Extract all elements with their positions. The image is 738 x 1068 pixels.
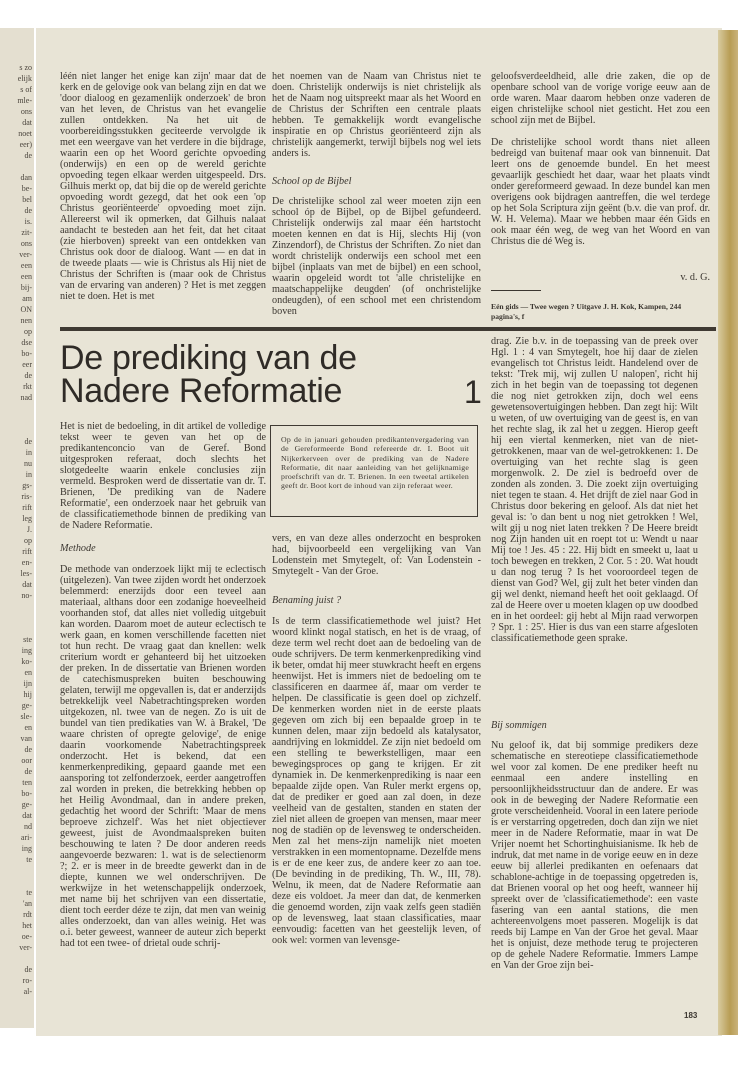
text-fragment: dat [22,811,32,820]
text-fragment: eer) [19,140,32,149]
text-fragment: hij [23,690,32,699]
text-fragment: de [24,965,32,974]
article-column-1-intro: Het is niet de bedoeling, in dit artikel de volledige tekst weer te geven van het op de predikantenconcio van de Geref. Bond uitgesproken referaat, doch slechts het slotgedeelte waarin enkele conclusies zijn vermeld. Besproken werd de dissertatie van dr. T. Brienen, 'De prediking van de Nadere Reformatie', een onderzoek naar het gebruik van de classificatiemethode binnen de prediking van de Nadere Reformatie. [60,421,266,531]
text-fragment: ge- [21,800,32,809]
text-fragment: ko- [21,657,32,666]
text-fragment: en [24,668,32,677]
text-fragment: het [22,921,32,930]
text-fragment: nad [20,393,32,402]
text-fragment: ons [20,107,32,116]
text-fragment: dan [20,173,32,182]
article-column-2-paragraph: Is de term classificatiemethode wel juist? Het woord klinkt nogal statisch, en het is de vraag, of deze term wel recht doet aan de bedoeling van de oude schrijvers. De term kenmerkenprediking vind ik beter, omdat hij meer stuwkracht heeft en ergens heenwijst. Het is immers niet de bedoeling om te classificeren en daarmee áf, maar om verder te helpen. De classificatie is geen doel op zichzelf. De kenmerken worden niet in de eerste plaats gegeven om zich bij een bepaalde groep in te kunnen delen, maar zijn bedoeld als katalysator, aandrijving en lokmiddel. Ze zijn niet bedoeld om een stelling te bewerkstelligen, maar een bewegingsproces op gang te krijgen. Er zit dynamiek in. De kenmerkenprediking is naar een bepaalde zijde open. Van Ruler merkt ergens op, dat de prediker er goed aan zal doen, in deze veelheid van de gestalten, standen en staten der ziel niet alleen de groepen van mensen, maar meer nog de stadiën op de levensweg te onderscheiden. Men zal het mens-zijn namelijk niet moeten verstrakken in een momentopname. Dezelfde mens is er de ene keer zus, de andere keer zo aan toe. (De bevinding in de prediking, Th. W., III, 78). Welnu, ik meen, dat de Nadere Reformatie aan deze eis voldoet. Ja meer dan dat, de kenmerken die genoemd worden, zijn vaak zelfs geen stadiën op de levensweg, laat staan classificaties, maar eenvoudig: facetten van het geestelijk leven, of ook wel: vormen van levensge- [272,616,481,946]
subheading: Benaming juist ? [272,595,342,606]
text-fragment: de [24,151,32,160]
text-fragment: op [24,327,32,336]
text-fragment: dat [22,580,32,589]
text-fragment: ro- [22,976,32,985]
text-fragment: eer [22,360,32,369]
text-fragment [2,161,32,172]
author-signature: v. d. G. [680,272,710,283]
subheading: School op de Bijbel [272,176,352,187]
text-fragment: ijn [23,679,32,688]
text-fragment: ge- [21,701,32,710]
text-fragment: ste [23,635,32,644]
text-fragment: ver- [19,250,32,259]
text-fragment: zit- [21,228,32,237]
text-fragment: en- [21,558,32,567]
article-column-1-paragraph: De methode van onderzoek lijkt mij te eclectisch (uitgelezen). Van twee zijden wordt het onderzoek belemmerd: enerzijds door een teveel aan materiaal, althans door een zodanige hoeveelheid voorhanden stof, dat alles niet volledig uitgebuit kan worden. Daarom moet de auteur eclectisch te werk gaan, en komen verschillende facetten niet tot hun recht. De vraag gaat dan knellen: welk criterium wordt er gehanteerd bij het uitzoeken der preken. In de dissertatie van Brienen worden de catechismuspreken buiten beschouwing gelaten, terwijl me opgevallen is, dat er anderzijds betrekkelijk veel Nabetrachtingspreken worden uitgekozen, nl. twee van de negen. Zo is uit de bundel van tien predikaties van W. à Brakel, 'De waare christen of opregte gelovige', de enige daarin voorkomende Nabetrachtingspreek onderzocht. Het is bekend, dat een kenmerkenprediking, gepaard gaande met een aansporing tot zelfonderzoek, eerder aangetroffen zal worden in preken, die betrekking hebben op het Heilig Avondmaal, dan in andere preken, gedachtig het woord der Schrift: 'Maar de mens beproeve zichzelf'. Was het niet objectiever geweest, juist de Avondmaalspreken buiten beschouwing te laten ? De door anderen reeds aangevoerde bezwaren: 1. wat is de selectienorm ?; 2. er is meer in de breedte gewerkt dan in de diepte, kunnen we wel onderschrijven. De werkwijze in het wetenschappelijk onderzoek, met name bij het schrijven van een dissertatie, dient toch eerder déze te zijn, dat men van weinig alles onderzoekt, dan van alles weinig. Het was o.i. beter geweest, wanneer de auteur zich beperkt had tot een twee- of drietal oude schrij- [60,564,266,949]
text-fragment: oe- [21,932,32,941]
text-fragment [2,953,32,964]
previous-article-column-3-paragraph: De christelijke school wordt thans niet alleen bedreigd van buitenaf maar ook van binnenuit. Dat leert ons de genoemde bundel. En het meest gevaarlijk geschiedt het daar, waar het plaats vindt onder gereformeerd gewaad. In deze bundel kan men overigens ook bijdragen aantreffen, die wel terdege op het Sola Scriptura zijn geënt (b.v. die van prof. dr. W. H. Velema). Maar we hebben maar één Gids en ook maar één weg, de weg van het Woord en van Christus die dé Weg is. [491,137,710,247]
text-fragment: de [24,767,32,776]
text-fragment: gs- [22,481,32,490]
text-fragment: bel [22,195,32,204]
text-fragment: s of [20,85,32,94]
text-fragment: bo- [21,789,32,798]
text-fragment: oor [21,756,32,765]
text-fragment: van [20,734,32,743]
text-fragment: ON [20,305,32,314]
text-fragment: s zo [19,63,32,72]
text-fragment: J. [26,525,32,534]
text-fragment: be- [21,184,32,193]
text-fragment: rkt [23,382,32,391]
text-fragment: rift [22,547,32,556]
text-fragment [2,865,32,876]
text-fragment: leg [22,514,32,523]
text-fragment: ing [21,646,32,655]
text-fragment: te [26,855,32,864]
page-binding-edge [718,30,738,1035]
text-fragment: is. [24,217,32,226]
text-fragment: 'an [23,899,32,908]
article-column-3-paragraph: Nu geloof ik, dat bij sommige predikers deze schematische en stereotiepe classificatiemethode wel voor zal komen. De ene prediker heeft nu eenmaal een andere instelling en persoonlijkheidsstructuur dan de andere. Er was ook in de beweging der Nadere Reformatie een grote verscheidenheid. Vooral in een latere periode is er verstarring opgetreden, doch dan zijn we niet meer in de Nadere Reformatie, maar in wat De Vrijer noemt het Schortinghuisianisme. Ik heb de indruk, dat met name in de vorige eeuw en in deze eeuw bij allerlei predikanten en oefenaars dat schablone-achtige in de toepassing opgetreden is, dat Brienen vooral op het oog heeft, wanneer hij spreekt over de 'classificatiemethode': een vaste fasering van een aantal stations, die men achtereenvolgens moet passeren. Mogelijk is dat reeds bij Lampe en Van der Groe het geval. Maar het is onjuist, deze methode terug te projecteren op de gehele Nadere Reformatie. Immers Lampe en Van der Groe zijn bei- [491,740,698,971]
text-fragment: en [24,723,32,732]
previous-page-text-fragments [2,62,32,997]
text-fragment: een [20,261,32,270]
text-fragment: bij- [20,283,32,292]
text-fragment: rift [22,503,32,512]
text-fragment: dat [22,118,32,127]
text-fragment: am [22,294,32,303]
article-title [60,339,357,410]
text-fragment: de [24,206,32,215]
text-fragment: noet [18,129,32,138]
title-line: De prediking van de [60,339,357,377]
text-fragment: ari- [20,833,32,842]
article-column-2-paragraph: vers, en van deze alles onderzocht en besproken had, bijvoorbeeld een vergelijking van Van Lodenstein met Smytegelt, of: Van Lodenstein - Smytegelt - Van der Groe. [272,533,481,577]
text-fragment: elijk [17,74,32,83]
title-line: Nadere Reformatie [60,372,343,410]
text-fragment [2,403,32,414]
text-fragment: ris- [21,492,32,501]
section-divider [60,327,716,331]
text-fragment: mle- [17,96,32,105]
text-fragment: te [26,888,32,897]
text-fragment: dse [21,338,32,347]
text-fragment: rdt [23,910,32,919]
text-fragment [2,623,32,634]
previous-article-column-2-paragraph: het noemen van de Naam van Christus niet te doen. Christelijk onderwijs is niet christelijk als het de Naam nog uitspreekt maar als het Woord en de Christus der Schriften een centrale plaats hebben. Te gemakkelijk wordt evangelische inspiratie en op Christus georiënteerd zijn als christelijk aangemerkt, terwijl bijbels nog wel iets anders is. [272,71,481,159]
text-fragment: ten [22,778,32,787]
subheading: Bij sommigen [491,720,547,731]
page-number: 183 [684,1011,698,1020]
previous-article-column-2-paragraph: De christelijke school zal weer moeten zijn een school óp de Bijbel, op de Bijbel gefundeerd. Christelijk onderwijs zal maar één hartstocht moeten kennen en dat is Hij, slechts Hij (von Zinzendorf), de Christus der Schriften. Zo niet dan wordt christelijk onderwijs een school met een bijbel (inplaats van met de bijbel) en een school, waarin opgeleid wordt tot 'alle christelijke en maatschappelijke deugden' (of onchristelijke ondeugden), of een school met een christendom boven [272,196,481,317]
text-fragment [2,601,32,612]
text-fragment: ver- [19,943,32,952]
text-fragment: nd [24,822,32,831]
text-fragment: nen [20,316,32,325]
text-fragment: in [25,448,32,457]
text-fragment [2,414,32,425]
previous-article-column-3-paragraph: geloofsverdeeldheid, alle drie zaken, die op de openbare school van de vorige vorige eeuw aan de orde waren. Maar daarom hebben onze vaderen de eigen christelijke school niet gesticht. Het zou een school zijn met de Bijbel. [491,71,710,126]
footnote: Eén gids — Twee wegen ? Uitgave J. H. Kok, Kampen, 244 pagina's, f [491,302,682,321]
text-fragment [2,876,32,887]
text-fragment: een [20,272,32,281]
text-fragment: de [24,437,32,446]
previous-article-column-1: léén niet langer het enige kan zijn' maar dat de kerk en de gelovige ook van belang zijn en dat we 'door dialoog en gezamenlijk onderzoek' de bron van het leven, de Christus van het evangelie zullen ontdekken. Na het uit de voorbereidingsstukken geciteerde vervolgde ik met een weergave van het verdere in die bijdrage, waarin een op het Woord gerichte opvoeding (onderwijs) en een op de wereld gerichte opvoeding tegen elkaar werden uitgespeeld. Drs. Gilhuis merkt op, dat bij die op de wereld gerichte opvoeding wordt gezegd, dat het ook een 'op Christus georiënteerde' opvoeding moet zijn. Allereerst wil ik opmerken, dat Gilhuis nalaat aandacht te besteden aan het feit, dat het citaat (zie hierboven) spreekt van een ontdekken van Christus ook door de dialoog. Want — en dat in de tweede plaats — wie is Christus als Hij niet de Christus der Schriften is (maar ook de Christus van de ervaring van anderen) ? Het is met zeggen niet te doen. Het is met [60,71,266,302]
article-column-3-paragraph: drag. Zie b.v. in de toepassing van de preek over Hgl. 1 : 4 van Smytegelt, hoe hij daar de zielen evangelisch tot Christus leidt. Handelend over de tekst: 'Trek mij, wij zullen U nalopen', richt hij zich in het begin van de toepassing tot degenen die nog niet getrokken zijn, doch wel eens gewetensovertuigingen hebben. Dan zegt hij: Wilt u weten, of uw overtuiging van de geest is, en van het rechte slag, ik zal het u zeggen. Hierop geeft hij een viertal kenmerken, niet van de niet-getrokkenen, maar van de wel-getrokkenen: 1. De overtuiging van het rechte slag is geen morgenwolk. 2. De ziel is bedroefd over de zonden als zonden. 3. Die zoekt zijn overtuiging niet tegen te staan. 4. Het drijft de ziel naar God in Christus door bekering en geloof. Als dat niet het geval is: 'o dan bent u nog niet getrokken ! Wel, wilt gij u nog niet laten trekken ? De Heere breidt nog Zijn handen uit en roept tot u: Wendt u naar Mij toe ! Jes. 45 : 22. Hij bidt en smeekt u, laat u toch bewegen en trekken, 2 Cor. 5 : 20. Wat houdt u dan nog terug ? Is het vooroordeel tegen de dienst van God? Wel, gij zult het beter vinden dan gij wel denkt, niemand heeft het ooit geklaagd. Of zal de Heere over u moeten klagen op uw doodbed en in het oordeel: gij hebt al Mijn raad verworpen ? Spr. 1 : 25'. Hier is dus van een starre afgesloten classificatiemethode geen sprake. [491,336,698,644]
text-fragment: op [24,536,32,545]
footnote-divider [491,290,541,291]
subheading: Methode [60,543,96,554]
text-fragment: sle- [20,712,32,721]
text-fragment [2,612,32,623]
intro-box [270,425,478,517]
part-number: 1 [464,374,482,410]
text-fragment: no- [21,591,32,600]
text-fragment: bo- [21,349,32,358]
text-fragment: de [24,745,32,754]
text-fragment: ing [21,844,32,853]
text-fragment: al- [23,987,32,996]
text-fragment: les- [20,569,32,578]
text-fragment: ons [20,239,32,248]
text-fragment: in [25,470,32,479]
text-fragment: nu [24,459,32,468]
text-fragment [2,425,32,436]
intro-text: Op de in januari gehouden predikantenvergadering van de Gereformeerde Bond refereerde dr. I. Boot uit Nijkerkerveen over de prediking van de Nadere Reformatie, dit naar aanleiding van het gelijknamige proefschrift van dr. T. Brienen. In een tweetal artikelen geeft dr. Boot kort de inhoud van zijn referaat weer. [281,435,469,491]
text-fragment: de [24,371,32,380]
